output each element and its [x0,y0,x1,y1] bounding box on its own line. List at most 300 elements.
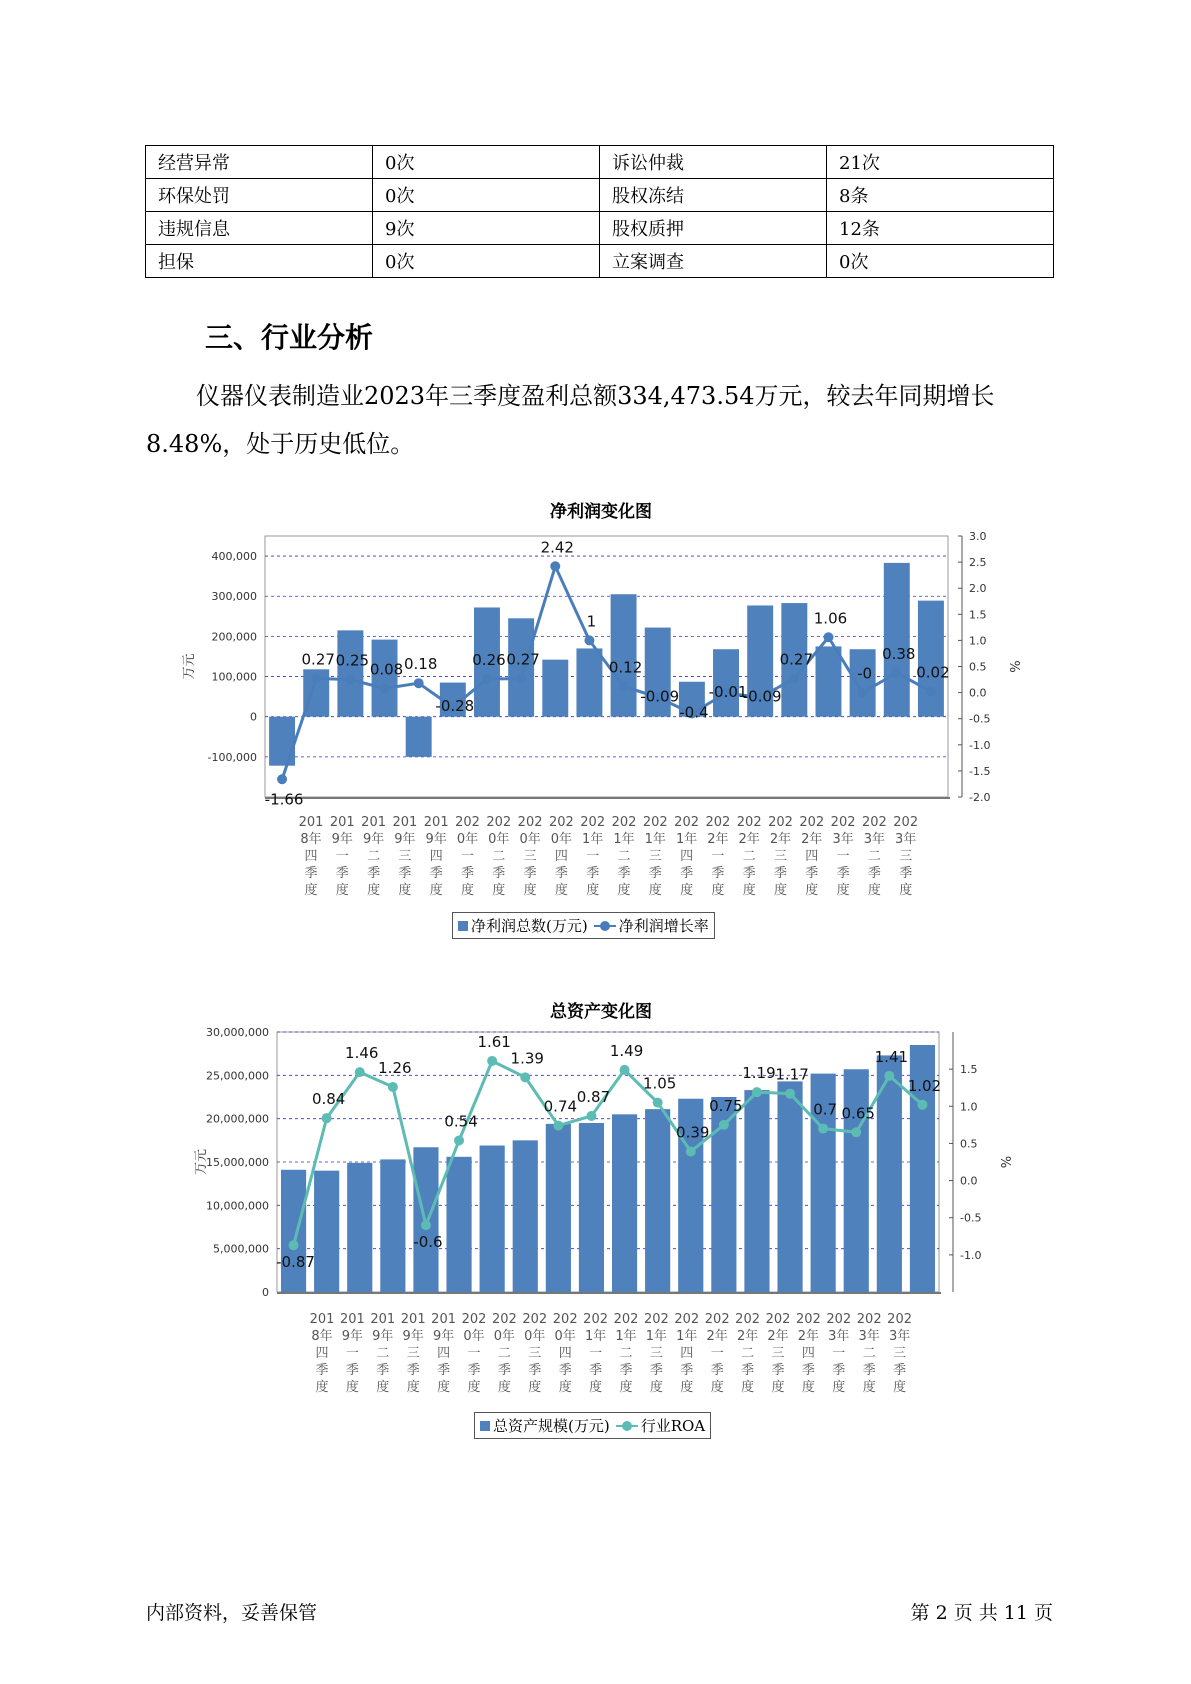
x-tick-label: 四 [437,1346,451,1361]
data-label: 1.49 [609,1041,644,1060]
x-tick-label: 202 [765,1312,791,1327]
line-point [487,1056,497,1066]
x-tick-label: 季 [742,866,756,881]
data-label: 1.26 [378,1058,412,1077]
data-label: -1.66 [264,790,304,809]
x-tick-label: 季 [304,866,318,881]
x-tick-label: 季 [773,866,788,881]
x-tick-label: 201 [392,815,418,830]
x-tick-label: 度 [429,883,443,898]
data-label: 1.41 [874,1047,909,1066]
x-tick-label: 202 [455,815,480,830]
x-tick-label: 202 [799,815,825,830]
table-row [146,179,1054,212]
table-cell: 8条 [827,179,1054,212]
x-tick-label: 季 [376,1363,390,1378]
x-tick-label: 三 [773,849,788,864]
data-label: 0.25 [335,651,370,670]
y-tick-label: 400,000 [211,550,257,564]
x-tick-label: 9年 [432,1329,455,1344]
line-point [818,1124,828,1134]
x-tick-label: 1年 [644,832,666,847]
bar [314,1171,339,1292]
x-tick-label: 1年 [615,1329,637,1344]
x-tick-label: 8年 [311,1329,333,1344]
table-cell: 0次 [373,245,600,278]
line-point [586,1111,596,1121]
x-tick-label: 201 [298,815,324,830]
x-tick-label: 202 [856,1312,882,1327]
data-label: 1.61 [477,1032,511,1051]
bar [850,649,876,716]
x-tick-label: 202 [674,1312,700,1327]
x-tick-label: 季 [315,1363,329,1378]
x-tick-label: 度 [376,1380,390,1395]
x-tick-label: 季 [398,866,412,881]
x-tick-label: 度 [345,1380,359,1395]
y2-tick-label: -1.0 [960,1248,982,1262]
x-tick-label: 度 [771,1380,785,1395]
x-tick-label: 度 [437,1380,451,1395]
table-cell: 环保处罚 [146,179,373,212]
line-point [851,1127,861,1137]
x-tick-label: 度 [711,883,725,898]
data-label: 2.42 [540,538,574,557]
x-tick-label: 9年 [402,1329,424,1344]
x-tick-label: 度 [586,883,600,898]
x-tick-label: 0年 [463,1329,485,1344]
x-tick-label: 度 [460,883,475,898]
data-label: 0.02 [916,663,950,682]
analysis-paragraph: 仪器仪表制造业2023年三季度盈利总额334,473.54万元，较去年同期增长8.48%，处于历史低位。 [146,382,995,458]
x-tick-label: 度 [649,1380,663,1395]
x-tick-label: 202 [643,1312,669,1327]
bar [918,601,944,717]
x-tick-label: 2年 [767,1329,789,1344]
data-label: 1.39 [510,1049,544,1068]
net-profit-chart [0,520,1191,950]
bar [844,1069,869,1292]
x-tick-label: 0年 [550,832,573,847]
data-label: 0.12 [608,658,643,677]
table-cell: 21次 [827,146,1054,179]
x-tick-label: 202 [893,815,919,830]
table-cell: 9次 [373,212,600,245]
x-tick-label: 二 [497,1346,511,1361]
data-label: 0.27 [779,650,814,669]
x-tick-label: 202 [517,815,543,830]
x-tick-label: 二 [492,849,506,864]
x-tick-label: 9年 [341,1329,364,1344]
x-tick-label: 202 [674,815,700,830]
data-label: 0.54 [444,1112,478,1131]
line-point [355,1067,365,1077]
data-label: -0.09 [640,687,680,706]
x-tick-label: 3年 [863,832,886,847]
table-cell: 0次 [373,179,600,212]
chart-title-net-profit: 净利润变化图 [550,502,652,522]
x-tick-label: 一 [832,1346,846,1361]
x-tick-label: 2年 [769,832,792,847]
x-tick-label: 二 [867,849,881,864]
x-tick-label: 9年 [331,832,353,847]
legend-item-line [616,1415,705,1436]
x-tick-label: 度 [867,883,881,898]
legend-item-bar [480,1415,610,1436]
x-tick-label: 3年 [895,832,917,847]
x-tick-label: 度 [492,883,506,898]
x-tick-label: 0年 [493,1329,516,1344]
x-tick-label: 二 [617,849,631,864]
x-tick-label: 度 [558,1380,572,1395]
x-tick-label: 度 [680,1380,694,1395]
line-point [752,1087,762,1097]
bar [513,1140,538,1292]
x-tick-label: 三 [406,1346,420,1361]
x-tick-label: 季 [335,866,349,881]
data-label: -0.87 [276,1253,315,1272]
bar-swatch-icon [480,1421,490,1431]
y-tick-label: 5,000,000 [213,1242,269,1256]
x-tick-label: 0年 [519,832,541,847]
line-point [414,678,424,688]
x-tick-label: 四 [554,849,568,864]
x-tick-label: 季 [467,1363,481,1378]
y2-axis-title: % [1006,660,1021,673]
table-cell: 0次 [827,245,1054,278]
table-cell: 股权冻结 [600,179,827,212]
x-tick-label: 3年 [888,1329,911,1344]
x-tick-label: 度 [467,1380,481,1395]
x-tick-label: 2年 [706,1329,728,1344]
x-tick-label: 8年 [300,832,322,847]
x-tick-label: 三 [899,849,913,864]
x-tick-label: 201 [400,1312,426,1327]
x-tick-label: 度 [497,1380,511,1395]
x-tick-label: 202 [548,815,574,830]
section-heading: 三、行业分析 [205,321,374,354]
bar [269,717,295,766]
y2-tick-label: -2.0 [969,791,991,804]
bar [480,1146,505,1292]
x-tick-label: 202 [642,815,668,830]
data-label: 1.19 [742,1064,776,1083]
line-point [380,683,390,693]
x-tick-label: 一 [460,849,475,864]
data-label: 1.02 [907,1076,942,1095]
x-tick-label: 度 [862,1380,876,1395]
x-tick-label: 四 [558,1346,572,1361]
x-tick-label: 季 [554,866,568,881]
risk-info-table [145,145,1054,278]
x-tick-label: 一 [836,849,850,864]
table-cell: 0次 [373,146,600,179]
x-tick-label: 二 [741,1346,755,1361]
total-assets-chart [0,1020,1191,1420]
y2-tick-label: 0.0 [969,686,987,700]
x-tick-label: 季 [832,1363,846,1378]
x-tick-label: 9年 [394,832,416,847]
x-tick-label: 季 [429,866,443,881]
line-point [823,632,833,642]
legend-label: 总资产规模(万元) [493,1417,610,1435]
line-point [289,1240,299,1250]
x-tick-label: 202 [704,1312,730,1327]
data-label: 1.17 [775,1065,809,1084]
y2-tick-label: 1.5 [969,608,987,622]
bar [347,1163,372,1292]
legend-item-line [594,915,709,936]
data-label: 0.75 [709,1096,743,1115]
x-tick-label: 一 [710,1346,724,1361]
x-tick-label: 季 [680,1363,694,1378]
y2-tick-label: -1.5 [969,764,991,778]
table-row [146,245,1054,278]
x-tick-label: 度 [680,883,694,898]
data-label: 0.65 [841,1104,875,1123]
line-point [892,668,902,678]
x-tick-label: 202 [736,815,762,830]
x-tick-label: 202 [830,815,856,830]
data-label: -0.4 [679,703,709,722]
x-tick-label: 季 [862,1363,876,1378]
x-tick-label: 202 [705,815,731,830]
legend-item-bar [458,915,588,936]
x-tick-label: 度 [836,883,850,898]
x-tick-label: 201 [309,1312,335,1327]
x-tick-label: 三 [649,1346,663,1361]
data-label: 0.18 [403,655,438,674]
data-label: -0 [857,664,873,683]
x-tick-label: 2年 [707,832,729,847]
line-point [619,681,629,691]
line-point [553,1121,563,1131]
data-label: 0.87 [576,1087,611,1106]
data-label: -0.28 [435,697,475,716]
x-tick-label: 季 [899,866,913,881]
bar [281,1170,306,1292]
y-tick-label: 10,000,000 [206,1199,269,1213]
x-tick-label: 三 [523,849,537,864]
line-point [516,674,526,684]
x-tick-label: 3年 [858,1329,880,1344]
x-tick-label: 1年 [584,1329,607,1344]
chart-title-total-assets: 总资产变化图 [550,1002,652,1022]
x-tick-label: 2年 [797,1329,820,1344]
table-cell: 12条 [827,212,1054,245]
x-tick-label: 0年 [524,1329,546,1344]
x-tick-label: 三 [648,849,662,864]
x-tick-label: 度 [554,883,568,898]
line-point [789,674,799,684]
x-tick-label: 度 [398,883,412,898]
line-point [482,674,492,684]
x-tick-label: 202 [461,1312,487,1327]
x-tick-label: 1年 [645,1329,668,1344]
data-label: 0.84 [311,1090,346,1109]
x-tick-label: 季 [619,1363,633,1378]
x-tick-label: 一 [467,1346,481,1361]
legend-label: 净利润增长率 [618,917,709,935]
x-tick-label: 四 [680,1346,694,1361]
data-label: 0.39 [676,1123,710,1142]
data-label: 0.74 [543,1097,578,1116]
x-tick-label: 1年 [582,832,604,847]
x-tick-label: 201 [329,815,355,830]
bar [576,648,602,716]
bar [815,646,841,716]
x-tick-label: 0年 [456,832,479,847]
x-tick-label: 季 [589,1363,603,1378]
line-point [653,1098,663,1108]
y2-tick-label: -0.5 [969,712,991,726]
x-tick-label: 2年 [736,1329,759,1344]
x-tick-label: 202 [613,1312,639,1327]
y-tick-label: 20,000,000 [206,1112,269,1126]
line-point [620,1065,630,1075]
bar [611,594,637,716]
bar-swatch-icon [458,921,468,931]
data-label: 0.38 [882,644,916,663]
data-label: 1 [586,612,597,631]
x-tick-label: 202 [735,1312,761,1327]
x-tick-label: 度 [805,883,819,898]
x-tick-label: 度 [899,883,913,898]
x-tick-label: 度 [523,883,537,898]
x-tick-label: 201 [370,1312,396,1327]
x-tick-label: 度 [801,1380,815,1395]
x-tick-label: 季 [649,1363,663,1378]
y2-tick-label: 2.5 [969,556,987,570]
bar [777,1081,802,1292]
x-tick-label: 1年 [675,832,698,847]
bar [446,1157,471,1292]
x-tick-label: 1年 [676,1329,698,1344]
y2-tick-label: -1.0 [969,738,991,752]
table-cell: 诉讼仲裁 [600,146,827,179]
x-tick-label: 度 [742,883,756,898]
bar [579,1123,604,1292]
table-row [146,212,1054,245]
x-tick-label: 二 [862,1346,876,1361]
y-tick-label: 15,000,000 [206,1156,269,1169]
y-tick-label: 100,000 [211,670,257,684]
data-label: 0.27 [506,650,540,669]
line-point [520,1072,530,1082]
x-tick-label: 季 [771,1363,785,1378]
y2-tick-label: -0.5 [960,1211,982,1225]
x-tick-label: 一 [345,1346,359,1361]
line-point [421,1220,431,1230]
net-profit-legend [452,912,715,939]
x-tick-label: 202 [611,815,637,830]
data-label: 0.26 [472,651,506,670]
x-tick-label: 9年 [362,832,385,847]
x-tick-label: 202 [861,815,887,830]
x-tick-label: 二 [376,1346,390,1361]
x-tick-label: 9年 [425,832,447,847]
table-row [146,146,1054,179]
x-tick-label: 一 [711,849,725,864]
legend-label: 净利润总数(万元) [471,917,588,935]
line-point [454,1135,464,1145]
data-label: 0.27 [301,650,335,669]
x-tick-label: 0年 [488,832,510,847]
y-tick-label: -100,000 [207,750,257,764]
x-tick-label: 201 [361,815,387,830]
x-tick-label: 季 [741,1363,755,1378]
line-point [311,674,321,684]
bar [546,1124,571,1292]
x-tick-label: 202 [580,815,606,830]
y-tick-label: 0 [262,1286,269,1299]
y2-tick-label: 0.5 [960,1137,978,1151]
x-tick-label: 度 [315,1380,329,1395]
x-tick-label: 度 [406,1380,420,1395]
x-tick-label: 202 [486,815,512,830]
x-tick-label: 季 [805,866,819,881]
x-tick-label: 度 [304,883,318,898]
x-tick-label: 季 [586,866,600,881]
line-point [719,1120,729,1130]
x-tick-label: 3年 [828,1329,850,1344]
x-tick-label: 2年 [738,832,760,847]
x-tick-label: 季 [497,1363,511,1378]
y-tick-label: 30,000,000 [206,1026,269,1039]
x-tick-label: 度 [589,1380,603,1395]
y2-tick-label: 0.5 [969,660,987,674]
x-tick-label: 季 [893,1363,907,1378]
y2-tick-label: 2.0 [969,582,987,596]
x-tick-label: 202 [768,815,793,830]
data-label: -0.01 [708,683,748,702]
x-tick-label: 度 [893,1380,907,1395]
x-tick-label: 季 [558,1363,572,1378]
x-tick-label: 度 [617,883,631,898]
x-tick-label: 度 [832,1380,846,1395]
x-tick-label: 四 [805,849,819,864]
bar [337,630,363,716]
line-point [322,1113,332,1123]
x-tick-label: 度 [710,1380,724,1395]
line-point [686,1147,696,1157]
y-tick-label: 25,000,000 [206,1069,269,1083]
x-tick-label: 四 [429,849,443,864]
total-assets-legend [474,1412,711,1439]
y2-tick-label: 1.5 [960,1063,978,1077]
line-point [277,774,287,784]
x-tick-label: 季 [492,866,506,881]
table-cell: 股权质押 [600,212,827,245]
y-axis-title: 万元 [182,653,197,680]
x-tick-label: 202 [552,1312,578,1327]
line-point [550,561,560,571]
data-label: -0.09 [742,687,782,706]
line-point [917,1100,927,1110]
x-tick-label: 度 [619,1380,633,1395]
page-number: 第 2 页 共 11 页 [910,1602,1053,1624]
y-axis-title: 万元 [194,1148,209,1176]
x-tick-label: 季 [801,1363,815,1378]
x-tick-label: 1年 [613,832,635,847]
x-tick-label: 三 [771,1346,785,1361]
x-tick-label: 三 [893,1346,907,1361]
x-tick-label: 三 [528,1346,542,1361]
y-tick-label: 200,000 [211,630,257,644]
table-cell: 担保 [146,245,373,278]
x-tick-label: 201 [423,815,449,830]
x-tick-label: 季 [710,1363,724,1378]
